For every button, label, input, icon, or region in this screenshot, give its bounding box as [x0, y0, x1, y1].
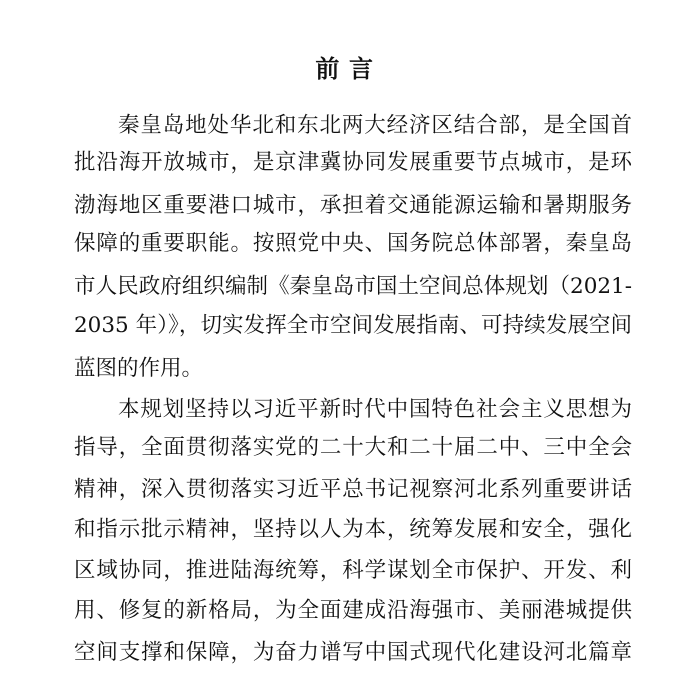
page-title: 前言 — [315, 54, 383, 83]
paragraph-line: 市人民政府组织编制《秦皇岛市国土空间总体规划（2021- — [74, 274, 632, 299]
paragraph-line: 批沿海开放城市，是京津冀协同发展重要节点城市，是环 — [74, 150, 632, 175]
paragraph-line: 指导，全面贯彻落实党的二十大和二十届二中、三中全会 — [74, 435, 632, 460]
paragraph-line: 渤海地区重要港口城市，承担着交通能源运输和暑期服务 — [74, 193, 632, 218]
paragraph-line: 区域协同，推进陆海统筹，科学谋划全市保护、开发、利 — [74, 558, 632, 583]
paragraph-line: 空间支撑和保障，为奋力谱写中国式现代化建设河北篇章 — [74, 640, 632, 665]
paragraph-line: 保障的重要职能。按照党中央、国务院总体部署，秦皇岛 — [74, 231, 632, 256]
paragraph-line: 2035 年）》，切实发挥全市空间发展指南、可持续发展空间 — [74, 313, 632, 338]
paragraph-line: 精神，深入贯彻落实习近平总书记视察河北系列重要讲话 — [74, 477, 632, 502]
paragraph-line: 秦皇岛地处华北和东北两大经济区结合部，是全国首 — [118, 113, 632, 138]
paragraph-line: 用、修复的新格局，为全面建成沿海强市、美丽港城提供 — [74, 598, 632, 623]
paragraph-line: 和指示批示精神，坚持以人为本，统筹发展和安全，强化 — [74, 517, 632, 542]
paragraph-line: 本规划坚持以习近平新时代中国特色社会主义思想为 — [118, 397, 632, 422]
paragraph-line: 蓝图的作用。 — [74, 356, 204, 381]
